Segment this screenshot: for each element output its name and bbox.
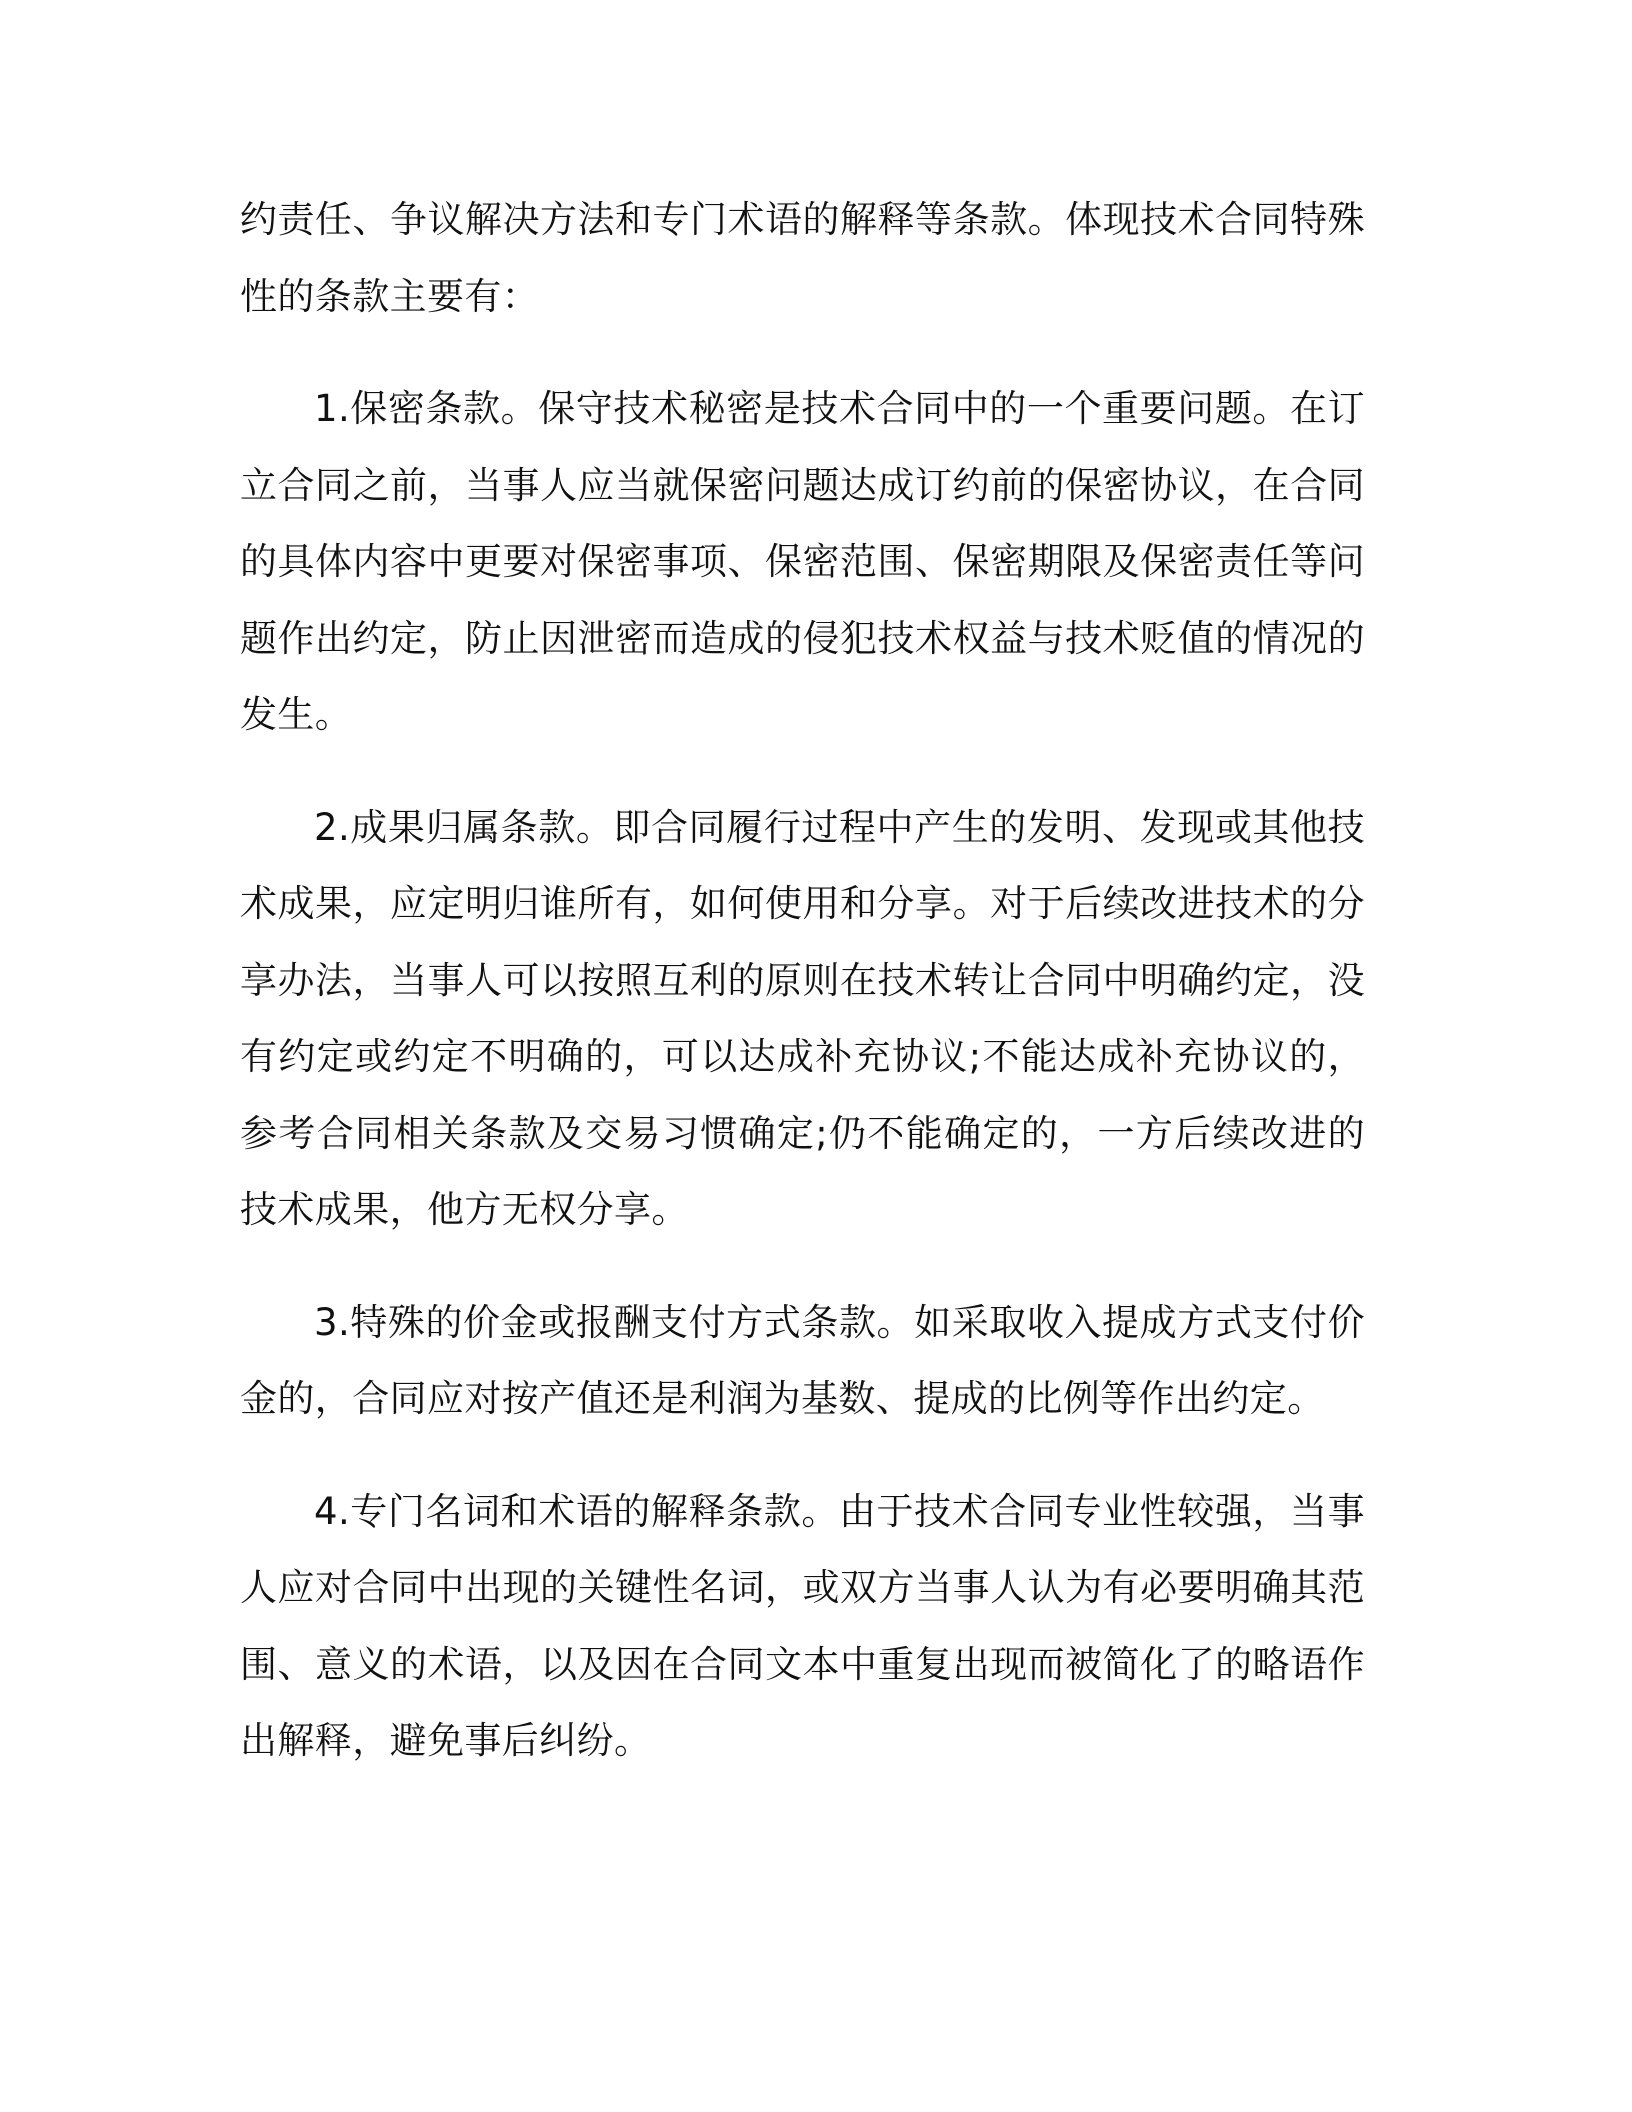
document-body — [240, 182, 1365, 1780]
paragraph-ownership-clause: 2.成果归属条款。即合同履行过程中产生的发明、发现或其他技术成果，应定明归谁所有，如何使用和分享。对于后续改进技术的分享办法，当事人可以按照互利的原则在技术转让合同中明确约定，没有约定或约定不明确的，可以达成补充协议;不能达成补充协议的，参考合同相关条款及交易习惯确定;仍不能确定的，一方后续改进的技术成果，他方无权分享。 — [240, 805, 1365, 1231]
paragraph-terminology-clause: 4.专门名词和术语的解释条款。由于技术合同专业性较强，当事人应对合同中出现的关键性名词，或双方当事人认为有必要明确其范围、意义的术语，以及因在合同文本中重复出现而被简化了的略语作出解释，避免事后纠纷。 — [240, 1489, 1365, 1762]
paragraph-payment-clause: 3.特殊的价金或报酬支付方式条款。如采取收入提成方式支付价金的，合同应对按产值还是利润为基数、提成的比例等作出约定。 — [240, 1300, 1365, 1420]
paragraph-confidentiality-clause: 1.保密条款。保守技术秘密是技术合同中的一个重要问题。在订立合同之前，当事人应当就保密问题达成订约前的保密协议，在合同的具体内容中更要对保密事项、保密范围、保密期限及保密责任等问题作出约定，防止因泄密而造成的侵犯技术权益与技术贬值的情况的发生。 — [240, 387, 1365, 736]
paragraph-intro: 约责任、争议解决方法和专门术语的解释等条款。体现技术合同特殊性的条款主要有： — [240, 198, 1365, 318]
